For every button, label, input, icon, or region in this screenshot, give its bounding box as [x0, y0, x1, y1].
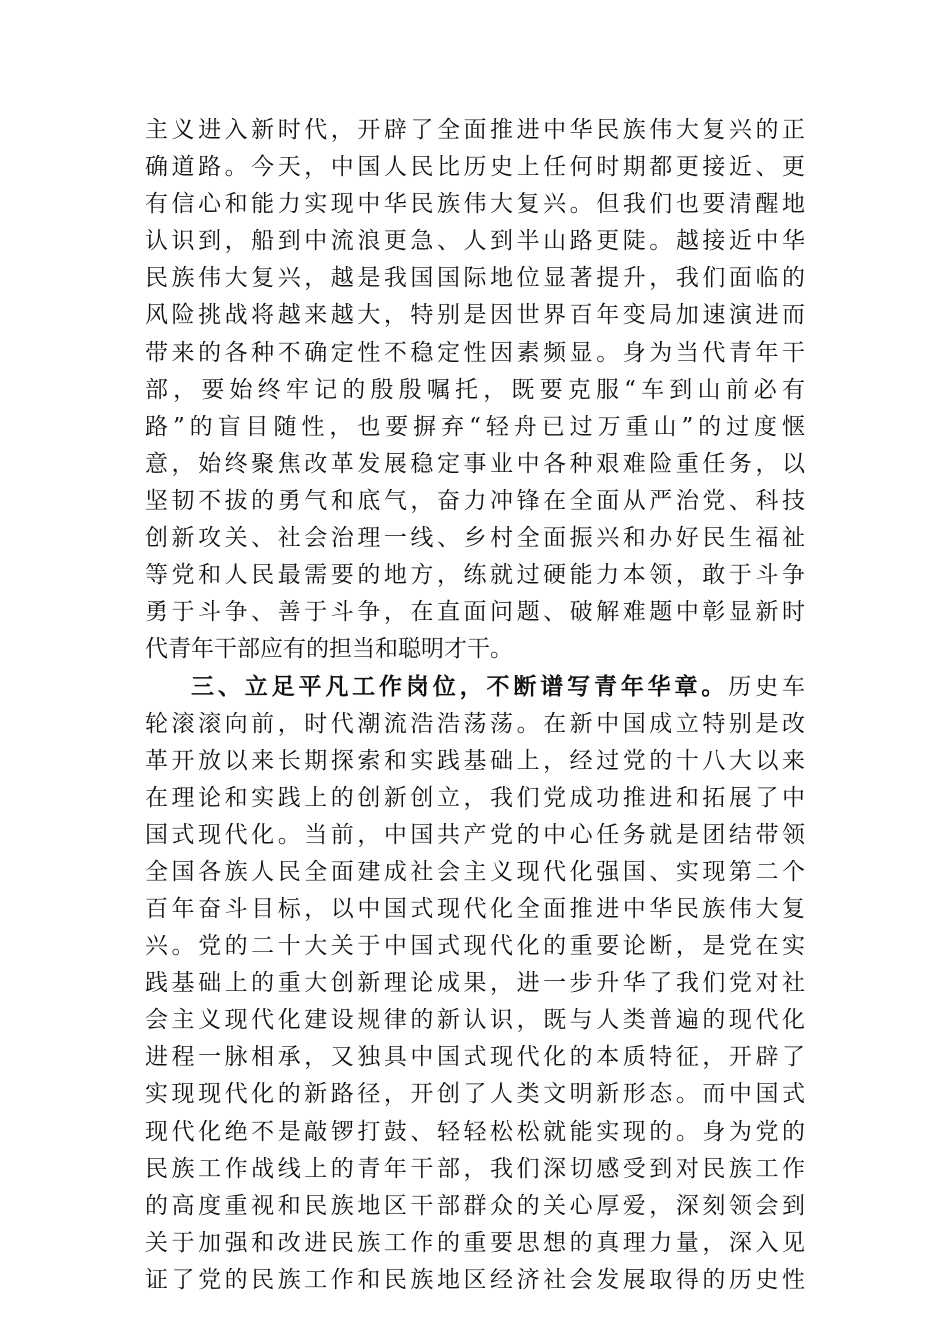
text-line: 部，要始终牢记的殷殷嘱托，既要克服“车到山前必有 — [145, 376, 805, 403]
section-heading: 三、立足平凡工作岗位，不断谱写青年华章。 — [191, 673, 729, 701]
text-line: 认识到，船到中流浪更急、人到半山路更陡。越接近中华 — [145, 228, 805, 255]
text-line: 国式现代化。当前，中国共产党的中心任务就是团结带领 — [145, 821, 805, 848]
text-line: 的高度重视和民族地区干部群众的关心厚爱，深刻领会到 — [145, 1192, 805, 1219]
text-line: 等党和人民最需要的地方，练就过硬能力本领，敢于斗争 — [145, 562, 805, 589]
text-line: 主义进入新时代，开辟了全面推进中华民族伟大复兴的正 — [145, 117, 805, 143]
paragraph-1 — [145, 112, 805, 668]
document-body — [145, 112, 805, 1299]
text-line: 关于加强和改进民族工作的重要思想的真理力量，深入见 — [145, 1229, 805, 1256]
text-line: 确道路。今天，中国人民比历史上任何时期都更接近、更 — [145, 154, 805, 181]
text-line: 会主义现代化建设规律的新认识，既与人类普遍的现代化 — [145, 1007, 805, 1034]
text-line: 全国各族人民全面建成社会主义现代化强国、实现第二个 — [145, 858, 805, 885]
text-line: 代青年干部应有的担当和聪明才干。 — [145, 636, 513, 663]
text-line: 现代化绝不是敲锣打鼓、轻轻松松就能实现的。身为党的 — [145, 1118, 805, 1145]
text-line: 进程一脉相承，又独具中国式现代化的本质特征，开辟了 — [145, 1044, 805, 1071]
text-line: 勇于斗争、善于斗争，在直面问题、破解难题中彰显新时 — [145, 599, 805, 626]
text-line: 路”的盲目随性，也要摒弃“轻舟已过万重山”的过度惬 — [145, 413, 805, 440]
text-line: 践基础上的重大创新理论成果，进一步升华了我们党对社 — [145, 970, 805, 997]
text-line: 风险挑战将越来越大，特别是因世界百年变局加速演进而 — [145, 302, 805, 329]
text-line: 创新攻关、社会治理一线、乡村全面振兴和办好民生福祉 — [145, 525, 805, 552]
text-line: 民族伟大复兴，越是我国国际地位显著提升，我们面临的 — [145, 265, 805, 292]
text-line: 带来的各种不确定性不稳定性因素频显。身为当代青年干 — [145, 339, 805, 366]
text-line: 有信心和能力实现中华民族伟大复兴。但我们也要清醒地 — [145, 191, 805, 218]
text-line: 证了党的民族工作和民族地区经济社会发展取得的历史性 — [145, 1266, 805, 1293]
text-line: 实现现代化的新路径，开创了人类文明新形态。而中国式 — [145, 1081, 805, 1108]
text-line: 坚韧不拔的勇气和底气，奋力冲锋在全面从严治党、科技 — [145, 487, 805, 514]
text-line: 百年奋斗目标，以中国式现代化全面推进中华民族伟大复 — [145, 895, 805, 922]
text-line: 民族工作战线上的青年干部，我们深切感受到对民族工作 — [145, 1155, 805, 1182]
text-line: 意，始终聚焦改革发展稳定事业中各种艰难险重任务，以 — [145, 450, 805, 477]
paragraph-2 — [145, 668, 805, 1299]
text-line: 在理论和实践上的创新创立，我们党成功推进和拓展了中 — [145, 784, 805, 811]
text-line-fragment: 历史车 — [728, 674, 805, 701]
text-line: 轮滚滚向前，时代潮流浩浩荡荡。在新中国成立特别是改 — [145, 710, 805, 737]
text-line: 兴。党的二十大关于中国式现代化的重要论断，是党在实 — [145, 933, 805, 960]
section-heading-line — [145, 668, 805, 705]
text-line: 革开放以来长期探索和实践基础上，经过党的十八大以来 — [145, 747, 805, 774]
